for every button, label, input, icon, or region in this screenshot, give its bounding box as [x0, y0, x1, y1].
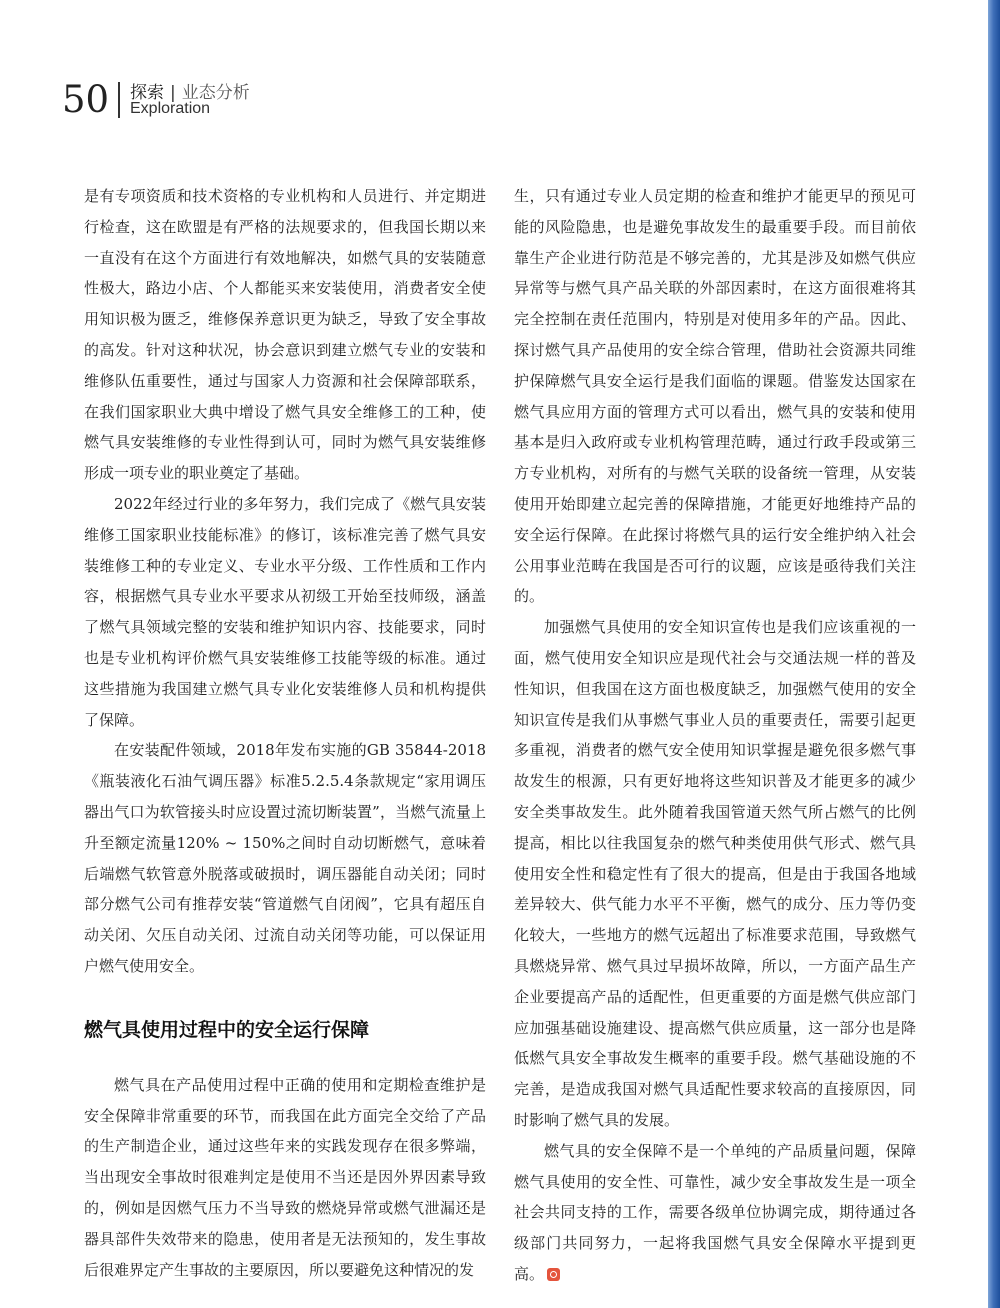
paragraph: 2022年经过行业的多年努力，我们完成了《燃气具安装维修工国家职业技能标准》的修订，该标准完善了燃气具安装维修工种的专业定义、专业水平分级、工作性质和工作内容，根据燃气具专业水平要求从初级工开始至技师级，涵盖了燃气具领域完整的安装和维护知识内容、技能要求，同时也是专业机构评价燃气具安装维修工技能等级的标准。通过这些措施为我国建立燃气具专业化安装维修人员和机构提供了保障。 [84, 494, 486, 729]
page-number: 50 [62, 78, 110, 121]
paragraph-final [514, 1136, 916, 1290]
end-of-article-icon [547, 1268, 560, 1281]
subsection-name: 业态分析 [181, 83, 250, 103]
paragraph: 在安装配件领域，2018年发布实施的GB 35844-2018《瓶装液化石油气调压器》标准5.2.5.4条款规定“家用调压器出气口为软管接头时应设置过流切断装置”，当燃气流量上升至额定流量120% ~ 150%之间时自动切断燃气，意味着后端燃气软管意外脱落或破损时，调压器能自动关闭；同时部分燃气公司有推荐安装“管道燃气自闭阀”，它具有超压自动关闭、欠压自动关闭、过流自动关闭等功能，可以保证用户燃气使用安全。 [84, 741, 486, 975]
section-separator: | [170, 83, 176, 103]
paragraph-continued: 是有专项资质和技术资格的专业机构和人员进行、并定期进行检查，这在欧盟是有严格的法规要求的，但我国长期以来一直没有在这个方面进行有效地解决，如燃气具的安装随意性极大，路边小店、个人都能买来安装使用，消费者安全使用知识极为匮乏，维修保养意识更为缺乏，导致了安全事故的高发。针对这种状况，协会意识到建立燃气专业的安装和维修队伍重要性，通过与国家人力资源和社会保障部联系，在我们国家职业大典中增设了燃气具安全维修工的工种，使燃气具安装维修的专业性得到认可，同时为燃气具安装维修形成一项专业的职业奠定了基础。 [84, 187, 486, 483]
paragraph: 燃气具在产品使用过程中正确的使用和定期检查维护是安全保障非常重要的环节，而我国在此方面完全交给了产品的生产制造企业，通过这些年来的实践发现存在很多弊端，当出现安全事故时很难判定是使用不当还是因外界因素导致的，例如是因燃气压力不当导致的燃烧异常或燃气泄漏还是器具部件失效带来的隐患，使用者是无法预知的，发生事故后很难界定产生事故的主要原因，所以要避免这种情况的发 [84, 1075, 486, 1279]
paragraph-continued: 生，只有通过专业人员定期的检查和维护才能更早的预见可能的风险隐患，也是避免事故发生的最重要手段。而目前依靠生产企业进行防范是不够完善的，尤其是涉及如燃气供应异常等与燃气具产品关联的外部因素时，在这方面很难将其完全控制在责任范围内，特别是对使用多年的产品。因此、探讨燃气具产品使用的安全综合管理，借助社会资源共同维护保障燃气具安全运行是我们面临的课题。借鉴发达国家在燃气具应用方面的管理方式可以看出，燃气具的安装和使用基本是归入政府或专业机构管理范畴，通过行政手段或第三方专业机构，对所有的与燃气关联的设备统一管理，从安装使用开始即建立起完善的保障措施，才能更好地维持产品的安全运行保障。在此探讨将燃气具的运行安全维护纳入社会公用事业范畴在我国是否可行的议题，应该是亟待我们关注的。 [514, 187, 916, 606]
section-title-english: Exploration [130, 100, 211, 117]
page-edge-bar [988, 0, 1000, 1308]
header-divider [118, 82, 120, 118]
paragraph-text: 燃气具的安全保障不是一个单纯的产品质量问题，保障燃气具使用的安全性、可靠性，减少安全事故发生是一项全社会共同支持的工作，需要各级单位协调完成，期待通过各级部门共同努力，一起将我国燃气具安全保障水平提到更高。 [514, 1141, 916, 1283]
section-name: 探索 [130, 83, 164, 103]
right-column [514, 181, 916, 1290]
paragraph: 加强燃气具使用的安全知识宣传也是我们应该重视的一面，燃气使用安全知识应是现代社会与交通法规一样的普及性知识，但我国在这方面也极度缺乏，加强燃气使用的安全知识宣传是我们从事燃气事业人员的重要责任，需要引起更多重视，消费者的燃气安全使用知识掌握是避免很多燃气事故发生的根源，只有更好地将这些知识普及才能更多的减少安全类事故发生。此外随着我国管道天然气所占燃气的比例提高，相比以往我国复杂的燃气种类使用供气形式、燃气具使用安全性和稳定性有了很大的提高，但是由于我国各地域差异较大、供气能力水平不平衡，燃气的成分、压力等仍变化较大，一些地方的燃气远超出了标准要求范围，导致燃气具燃烧异常、燃气具过早损坏故障，所以，一方面产品生产企业要提高产品的适配性，但更重要的方面是燃气供应部门应加强基础设施建设、提高燃气供应质量，这一部分也是降低燃气具安全事故发生概率的重要手段。燃气基础设施的不完善，是造成我国对燃气具适配性要求较高的直接原因，同时影响了燃气具的发展。 [514, 618, 916, 1129]
section-heading: 燃气具使用过程中的安全运行保障 [84, 1018, 370, 1041]
left-column [84, 181, 486, 1285]
